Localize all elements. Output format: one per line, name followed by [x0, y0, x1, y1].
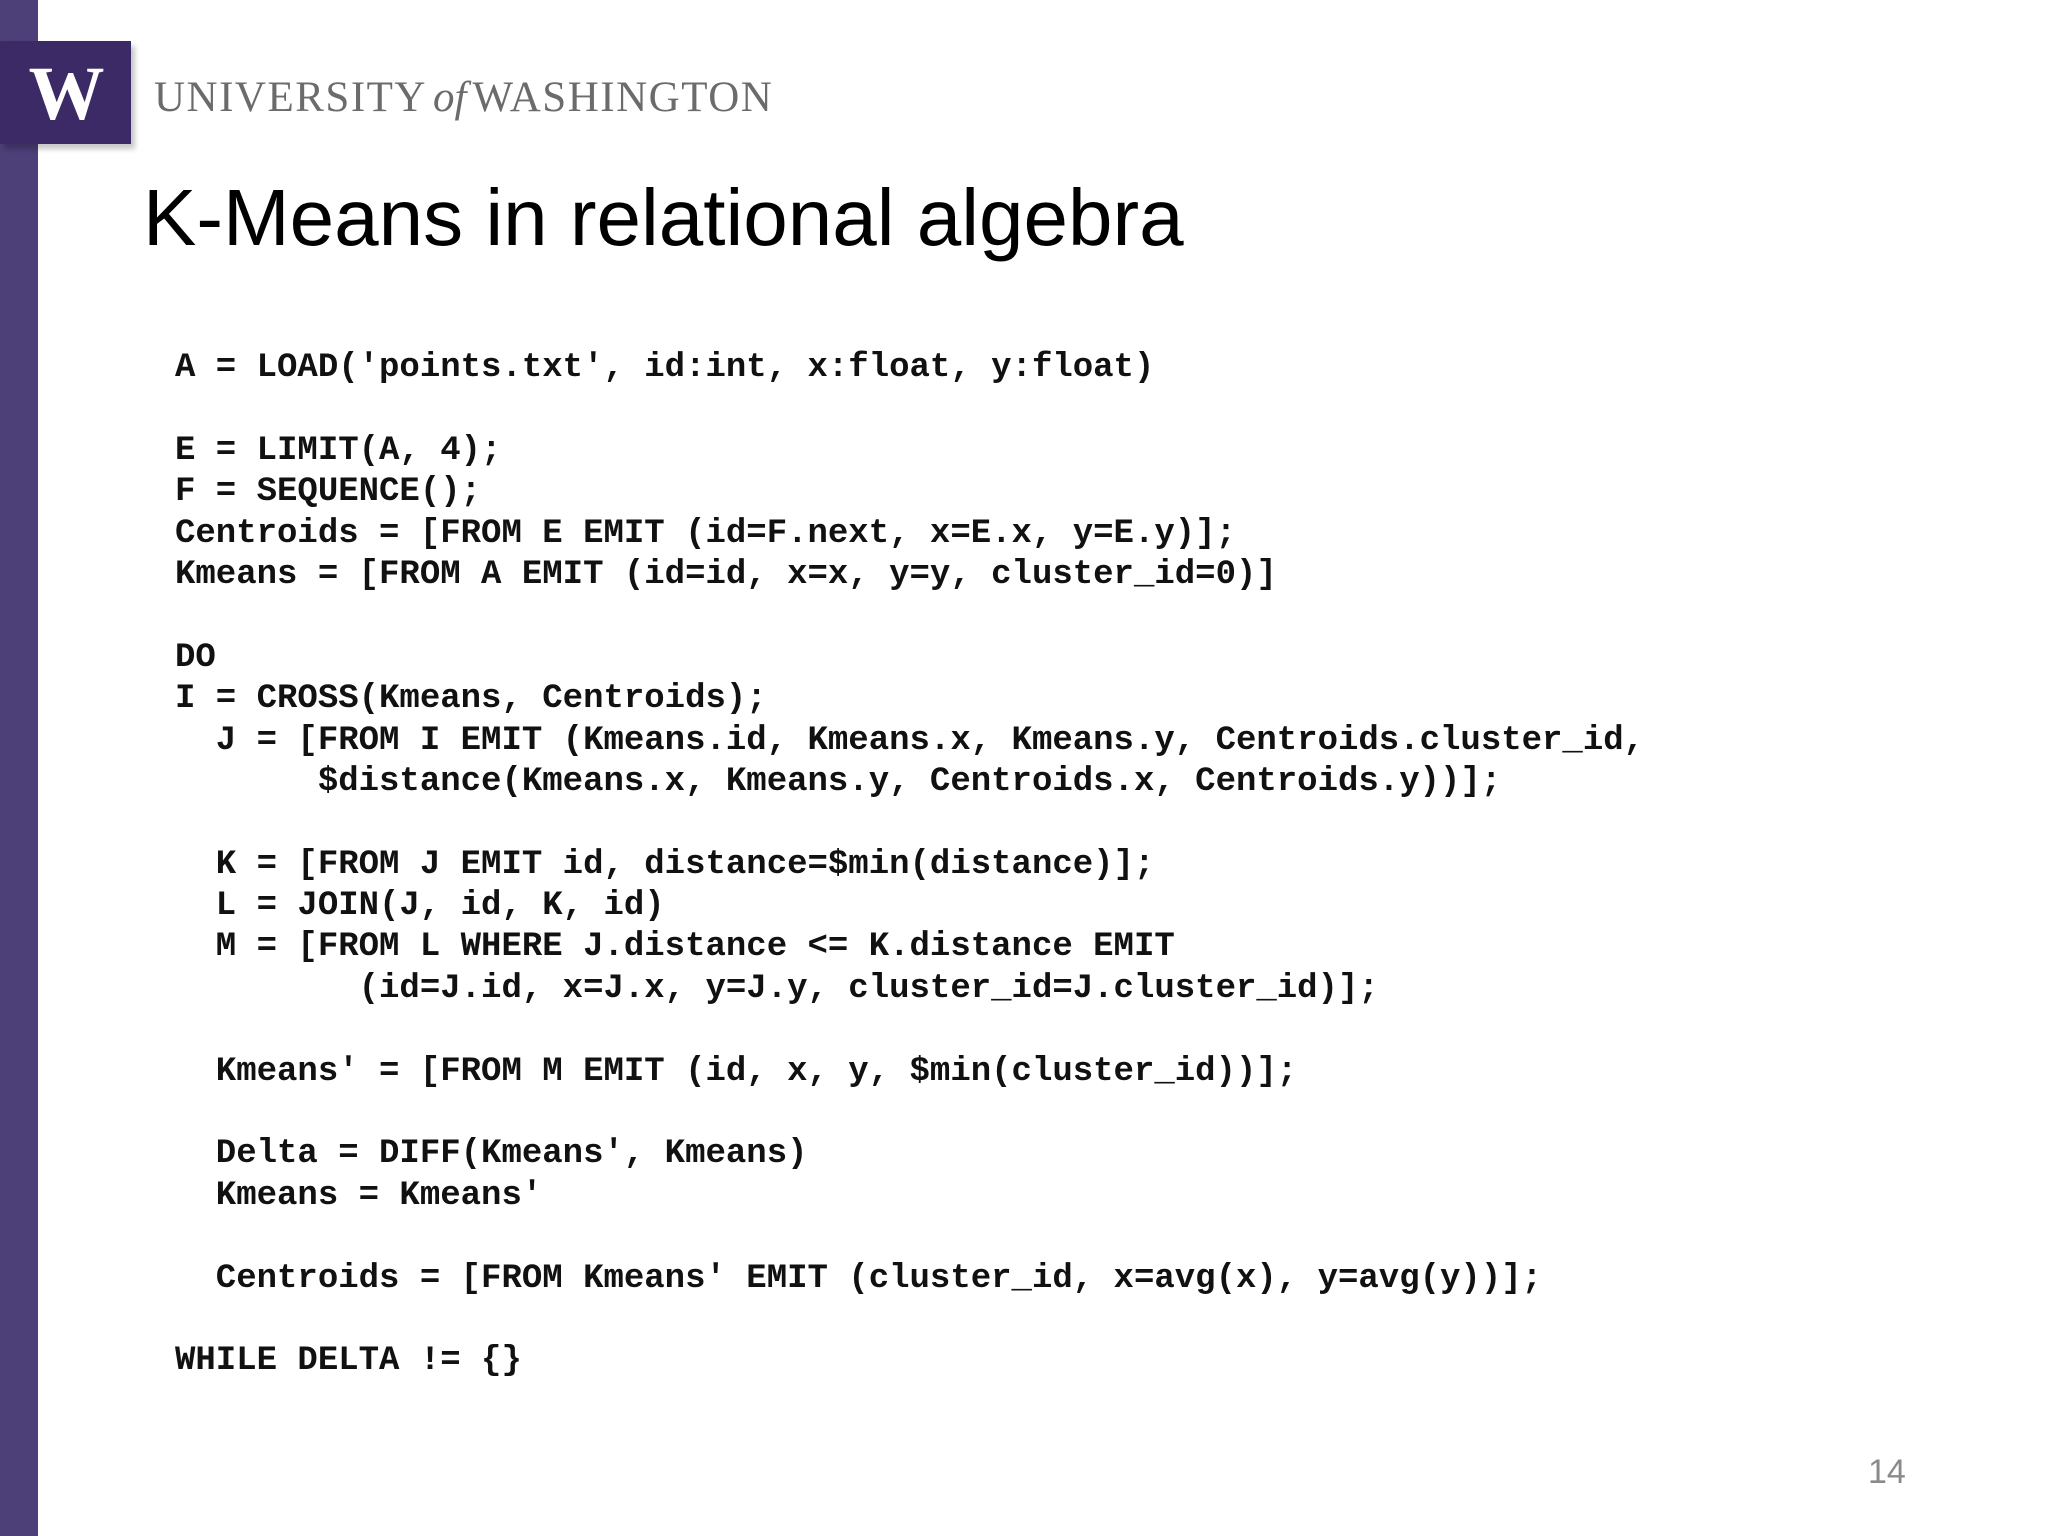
university-logo [0, 41, 131, 144]
wordmark-university: UNIVERSITY [154, 74, 427, 121]
code-line [175, 1217, 1644, 1258]
code-line: $distance(Kmeans.x, Kmeans.y, Centroids.x, Centroids.y))]; [175, 762, 1502, 801]
code-line: Centroids = [FROM E EMIT (id=F.next, x=E.x, y=E.y)]; [175, 514, 1236, 553]
code-block [175, 348, 1644, 1383]
code-line [175, 803, 1644, 844]
code-line [175, 596, 1644, 637]
code-line: I = CROSS(Kmeans, Centroids); [175, 680, 767, 719]
code-line: DO [175, 638, 216, 677]
wordmark-washington: WASHINGTON [472, 74, 774, 121]
slide-title: K-Means in relational algebra [143, 173, 1184, 262]
code-line [175, 1010, 1644, 1051]
code-line: F = SEQUENCE(); [175, 473, 482, 512]
code-line: Centroids = [FROM Kmeans' EMIT (cluster_id, x=avg(x), y=avg(y))]; [175, 1259, 1543, 1298]
code-line [175, 389, 1644, 430]
code-line: Kmeans' = [FROM M EMIT (id, x, y, $min(cluster_id))]; [175, 1052, 1298, 1091]
code-line: A = LOAD('points.txt', id:int, x:float, y:float) [175, 349, 1155, 387]
code-line: WHILE DELTA != {} [175, 1342, 522, 1381]
code-line: Kmeans = [FROM A EMIT (id=id, x=x, y=y, cluster_id=0)] [175, 555, 1277, 594]
code-line: Delta = DIFF(Kmeans', Kmeans) [175, 1135, 808, 1174]
code-line: J = [FROM I EMIT (Kmeans.id, Kmeans.x, Kmeans.y, Centroids.cluster_id, [175, 721, 1645, 760]
code-line: Kmeans = Kmeans' [175, 1176, 543, 1215]
left-accent-bar [0, 0, 38, 1536]
code-line [175, 1300, 1644, 1341]
wordmark-of: of [432, 74, 467, 121]
university-wordmark [154, 72, 773, 124]
code-line: E = LIMIT(A, 4); [175, 431, 502, 470]
logo-w-letter: W [28, 51, 103, 136]
code-line [175, 1093, 1644, 1134]
code-line: L = JOIN(J, id, K, id) [175, 887, 665, 926]
code-line: K = [FROM J EMIT id, distance=$min(distance)]; [175, 845, 1155, 884]
code-line: M = [FROM L WHERE J.distance <= K.distance EMIT [175, 928, 1175, 967]
code-line: (id=J.id, x=J.x, y=J.y, cluster_id=J.cluster_id)]; [175, 969, 1379, 1008]
page-number: 14 [1868, 1453, 1906, 1491]
